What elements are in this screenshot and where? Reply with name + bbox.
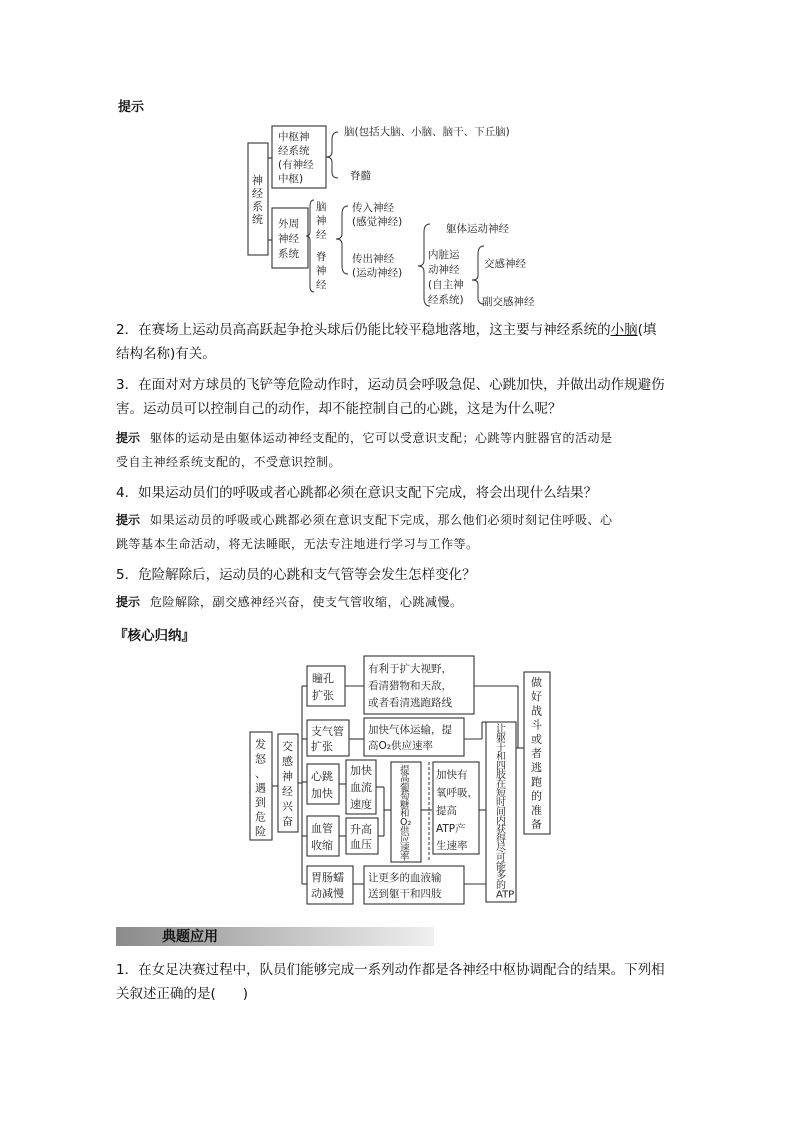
spinal-label: 脊髓 (350, 170, 371, 182)
hint-label: 提示 (118, 100, 145, 115)
ready-char: 做 (531, 676, 542, 689)
somatic-label: 躯体运动神经 (446, 223, 509, 235)
ready-char: 斗 (531, 718, 542, 732)
ready-char: 或 (531, 732, 542, 746)
svg-text:中枢神: 中枢神 (278, 131, 310, 143)
svg-text:动神经: 动神经 (428, 264, 460, 276)
svg-text:脊: 脊 (316, 251, 327, 263)
section-title: 典题应用 (162, 929, 218, 945)
svg-text:血管: 血管 (311, 822, 333, 835)
ready-char: 逃 (531, 761, 542, 775)
limbs-char: 的 (496, 880, 506, 892)
glucose-char: 高 (400, 773, 410, 785)
start-char: 遇 (255, 781, 266, 795)
limbs-char: 内 (496, 816, 506, 827)
hint-3: 提示 躯体的运动是由躯体运动神经支配的，它可以受意识支配；心跳等内脏器官的活动是 受自主神经系统支配的，不受意识控制。 (116, 431, 613, 469)
glucose-char: 葡 (400, 782, 410, 794)
svg-text:内脏运: 内脏运 (428, 249, 460, 261)
limbs-char: 获 (496, 825, 506, 837)
svg-text:收缩: 收缩 (311, 839, 333, 852)
svg-text:胃肠蠕: 胃肠蠕 (311, 871, 344, 884)
question-3: 3．在面对对方球员的飞铲等危险动作时，运动员会呼吸急促、心跳加快，并做出动作规避伤 害。运动员可以控制自己的动作，却不能控制自己的心跳，这是为什么呢？ (116, 377, 665, 417)
afferent-text (352, 201, 402, 228)
glucose-char: 萄 (400, 791, 410, 803)
svg-text:经系统: 经系统 (278, 145, 310, 157)
ji-text (316, 250, 327, 291)
question-5: 5．危险解除后，运动员的心跳和支气管等会发生怎样变化？ (116, 567, 476, 583)
svg-text:扩张: 扩张 (312, 689, 334, 702)
svg-text:扩张: 扩张 (311, 740, 333, 753)
svg-text:加快: 加快 (311, 787, 333, 800)
symp-char: 神 (282, 770, 293, 783)
limbs-char: 干 (496, 742, 506, 754)
core-summary-title: 『核心归纳』 (114, 628, 195, 644)
start-char: 、 (255, 767, 266, 780)
start-char: 发 (255, 738, 266, 751)
limbs-char: 四 (496, 760, 506, 772)
svg-text:瞳孔: 瞳孔 (312, 672, 334, 685)
svg-text:(自主神: (自主神 (428, 279, 464, 291)
pns-text (278, 217, 299, 260)
limbs-char: 肢 (496, 770, 506, 781)
svg-text:神: 神 (252, 174, 263, 187)
svg-text:有利于扩大视野，: 有利于扩大视野， (368, 663, 452, 675)
limbs-char: 间 (496, 806, 506, 818)
ready-char: 的 (531, 789, 542, 803)
glucose-char: 和 (400, 808, 410, 820)
svg-text:(有神经: (有神经 (278, 159, 314, 171)
glucose-char: 糖 (400, 799, 410, 811)
svg-text:神: 神 (316, 265, 327, 277)
svg-text:外周: 外周 (278, 218, 299, 230)
start-char: 怒 (255, 752, 266, 766)
hint-4: 提示 如果运动员的呼吸或心跳都必须在意识支配下完成，那么他们必须时刻记住呼吸、心 跳等基本生命活动，将无法睡眠，无法专注地进行学习与工作等。 (116, 513, 613, 551)
svg-text:血压: 血压 (350, 838, 372, 851)
question-4: 4．如果运动员们的呼吸或者心跳都必须在意识支配下完成，将会出现什么结果？ (116, 485, 598, 501)
svg-text:神: 神 (316, 215, 327, 227)
svg-text:中枢): 中枢) (278, 173, 304, 185)
question-2: 2．在赛场上运动员高高跃起争抢头球后仍能比较平稳地落地，这主要与神经系统的小脑(填 结构名称)有关。 (116, 322, 657, 362)
svg-text:血流: 血流 (350, 781, 372, 794)
svg-text:速度: 速度 (350, 798, 372, 811)
limbs-char: 尽 (496, 843, 506, 855)
question-1: 1．在女足决赛过程中，队员们能够完成一系列动作都是各神经中枢协调配合的结果。下列相 关叙述正确的是( ) (116, 962, 665, 1002)
ready-text (531, 675, 542, 831)
glucose-char: 供 (400, 825, 410, 837)
limbs-char: 躯 (496, 733, 506, 745)
nao-text (316, 201, 327, 241)
glucose-char: 速 (400, 843, 410, 855)
ready-char: 战 (531, 704, 542, 718)
glucose-char: 率 (400, 852, 410, 863)
limbs-char: 和 (496, 751, 506, 763)
limbs-char: ATP (496, 889, 515, 901)
svg-text:传入神经: 传入神经 (352, 202, 394, 214)
start-char: 到 (255, 796, 266, 809)
limbs-char: 可 (496, 852, 506, 864)
svg-text:脑: 脑 (316, 201, 327, 213)
answer-cerebellum: 小脑 (610, 322, 638, 338)
ready-char: 准 (531, 803, 542, 817)
ready-char: 跑 (531, 775, 542, 789)
limbs-char: 多 (496, 871, 506, 883)
symp-char: 感 (282, 755, 293, 768)
start-char: 危 (255, 810, 266, 824)
limbs-char: 得 (496, 834, 506, 846)
limbs-char: 让 (496, 724, 506, 735)
svg-text:加快有: 加快有 (436, 769, 468, 781)
svg-text:或者看清逃跑路线: 或者看清逃跑路线 (368, 697, 452, 709)
sympathetic-label: 交感神经 (484, 258, 526, 270)
glucose-char: 提 (400, 765, 410, 776)
root-text (252, 173, 263, 226)
start-char: 险 (255, 825, 266, 838)
efferent-text (352, 252, 402, 279)
svg-text:生速率: 生速率 (436, 840, 468, 852)
brain-label: 脑(包括大脑、小脑、脑干、下丘脑) (344, 126, 510, 138)
start-text (255, 737, 267, 838)
svg-text:统: 统 (252, 213, 263, 226)
ready-char: 备 (531, 818, 542, 831)
nervous-system-diagram (240, 118, 550, 310)
hint-5: 提示 危险解除，副交感神经兴奋，使支气管收缩，心跳减慢。 (116, 595, 463, 609)
symp-char: 交 (282, 740, 293, 753)
svg-text:经: 经 (316, 279, 327, 291)
autonomic-text (428, 248, 464, 306)
svg-text:让更多的血液输: 让更多的血液输 (368, 872, 442, 884)
limbs-char: 时 (496, 797, 506, 809)
svg-text:动减慢: 动减慢 (311, 887, 344, 900)
limbs-char: 在 (496, 779, 506, 791)
symp-char: 兴 (282, 800, 293, 813)
svg-text:(感觉神经): (感觉神经) (352, 216, 403, 228)
ready-char: 好 (531, 690, 542, 704)
svg-text:加快气体运输，提: 加快气体运输，提 (368, 724, 452, 736)
svg-text:(运动神经): (运动神经) (352, 267, 403, 279)
svg-text:经: 经 (252, 187, 263, 200)
ready-char: 者 (531, 747, 542, 760)
svg-text:升高: 升高 (350, 823, 372, 836)
svg-text:高O₂供应速率: 高O₂供应速率 (368, 740, 433, 752)
svg-text:送到躯干和四肢: 送到躯干和四肢 (368, 888, 442, 900)
limbs-char: 短 (496, 788, 506, 800)
parasympathetic-label: 副交感神经 (482, 296, 535, 308)
limbs-char: 能 (496, 862, 506, 873)
svg-text:系统: 系统 (278, 248, 299, 260)
svg-text:心跳: 心跳 (311, 770, 333, 783)
svg-text:神经: 神经 (278, 233, 299, 245)
symp-char: 经 (282, 785, 293, 798)
glucose-char: 应 (400, 834, 410, 846)
svg-text:经: 经 (316, 229, 327, 241)
svg-text:氧呼吸，: 氧呼吸， (436, 787, 478, 799)
svg-text:系: 系 (252, 200, 263, 213)
svg-text:看清猎物和天敌，: 看清猎物和天敌， (368, 680, 452, 692)
svg-text:经系统): 经系统) (428, 294, 464, 306)
sympathetic-flow-diagram (246, 652, 558, 908)
svg-text:ATP产: ATP产 (436, 823, 466, 835)
svg-text:加快: 加快 (350, 764, 372, 777)
svg-text:传出神经: 传出神经 (352, 253, 394, 265)
svg-text:支气管: 支气管 (311, 725, 344, 738)
symp-char: 奋 (282, 815, 293, 828)
glucose-char: O₂ (400, 817, 412, 829)
svg-text:提高: 提高 (436, 805, 457, 817)
